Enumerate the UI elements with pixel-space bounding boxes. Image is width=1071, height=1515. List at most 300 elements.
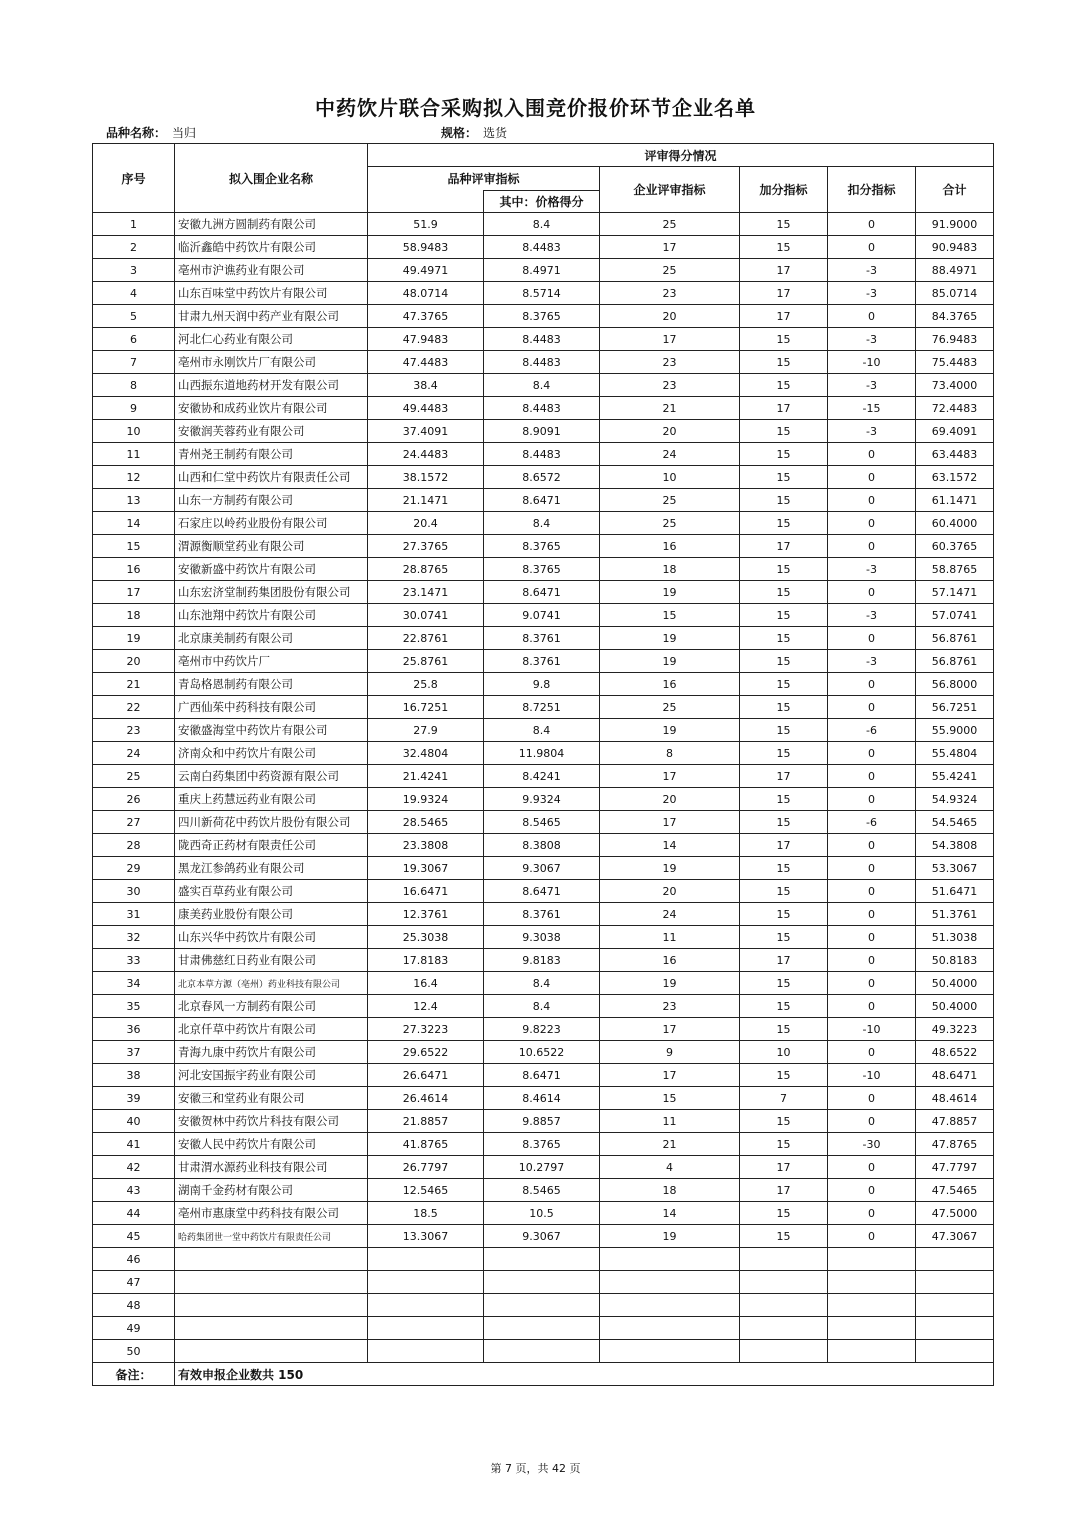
cell-company: 山东百味堂中药饮片有限公司	[175, 282, 368, 305]
cell-price-score: 8.4241	[484, 765, 600, 788]
cell-price-score: 10.5	[484, 1202, 600, 1225]
cell-enterprise-index: 11	[600, 1110, 740, 1133]
cell-deduction: 0	[828, 305, 916, 328]
cell-deduction: 0	[828, 673, 916, 696]
cell-seq: 43	[93, 1179, 175, 1202]
cell-price-score: 8.3765	[484, 1133, 600, 1156]
cell-bonus: 15	[740, 995, 828, 1018]
cell-variety-index: 47.3765	[368, 305, 484, 328]
spec-label: 规格：	[441, 126, 478, 140]
cell-seq: 32	[93, 926, 175, 949]
cell-variety-index: 37.4091	[368, 420, 484, 443]
cell-company: 河北仁心药业有限公司	[175, 328, 368, 351]
cell-total: 49.3223	[916, 1018, 994, 1041]
cell-bonus: 15	[740, 972, 828, 995]
cell-company	[175, 1340, 368, 1363]
cell-total: 47.8765	[916, 1133, 994, 1156]
cell-price-score: 8.5714	[484, 282, 600, 305]
cell-price-score: 8.4483	[484, 328, 600, 351]
cell-variety-index: 16.6471	[368, 880, 484, 903]
cell-enterprise-index: 17	[600, 236, 740, 259]
cell-variety-index: 19.9324	[368, 788, 484, 811]
cell-enterprise-index: 15	[600, 604, 740, 627]
cell-deduction: -3	[828, 650, 916, 673]
cell-variety-index: 48.0714	[368, 282, 484, 305]
cell-price-score	[484, 1294, 600, 1317]
cell-deduction: 0	[828, 834, 916, 857]
cell-bonus: 15	[740, 489, 828, 512]
cell-bonus: 17	[740, 834, 828, 857]
cell-enterprise-index	[600, 1317, 740, 1340]
cell-deduction: 0	[828, 581, 916, 604]
header-price-score: 其中：价格得分	[484, 190, 600, 213]
cell-deduction: 0	[828, 236, 916, 259]
cell-deduction: 0	[828, 1087, 916, 1110]
cell-enterprise-index: 21	[600, 1133, 740, 1156]
table-row	[93, 512, 994, 535]
cell-deduction: 0	[828, 1202, 916, 1225]
cell-company: 安徽三和堂药业有限公司	[175, 1087, 368, 1110]
cell-bonus: 15	[740, 627, 828, 650]
cell-deduction	[828, 1317, 916, 1340]
cell-bonus: 17	[740, 305, 828, 328]
cell-total: 61.1471	[916, 489, 994, 512]
cell-company: 亳州市永刚饮片厂有限公司	[175, 351, 368, 374]
header-seq: 序号	[93, 144, 175, 213]
cell-bonus: 15	[740, 926, 828, 949]
cell-company: 甘肃九州天润中药产业有限公司	[175, 305, 368, 328]
cell-bonus: 17	[740, 535, 828, 558]
cell-price-score: 9.8	[484, 673, 600, 696]
cell-bonus: 15	[740, 788, 828, 811]
cell-enterprise-index: 18	[600, 1179, 740, 1202]
note-label: 备注：	[93, 1363, 175, 1386]
cell-total: 47.3067	[916, 1225, 994, 1248]
table-row	[93, 213, 994, 236]
cell-price-score: 8.4	[484, 374, 600, 397]
cell-seq: 10	[93, 420, 175, 443]
table-row	[93, 1225, 994, 1248]
cell-company: 亳州市惠康堂中药科技有限公司	[175, 1202, 368, 1225]
cell-company: 山东宏济堂制药集团股份有限公司	[175, 581, 368, 604]
cell-bonus: 15	[740, 880, 828, 903]
table-row	[93, 627, 994, 650]
cell-total	[916, 1294, 994, 1317]
cell-enterprise-index: 18	[600, 558, 740, 581]
cell-total: 73.4000	[916, 374, 994, 397]
table-row	[93, 1110, 994, 1133]
cell-seq: 11	[93, 443, 175, 466]
cell-deduction: -3	[828, 259, 916, 282]
cell-enterprise-index: 4	[600, 1156, 740, 1179]
cell-bonus: 15	[740, 1110, 828, 1133]
cell-price-score: 8.3765	[484, 558, 600, 581]
cell-price-score: 8.3761	[484, 903, 600, 926]
cell-company: 临沂鑫皓中药饮片有限公司	[175, 236, 368, 259]
cell-price-score: 9.3067	[484, 857, 600, 880]
cell-enterprise-index: 19	[600, 627, 740, 650]
cell-bonus	[740, 1271, 828, 1294]
cell-seq: 15	[93, 535, 175, 558]
cell-variety-index: 22.8761	[368, 627, 484, 650]
cell-enterprise-index: 20	[600, 880, 740, 903]
cell-seq: 40	[93, 1110, 175, 1133]
cell-company: 北京康美制药有限公司	[175, 627, 368, 650]
cell-company: 青州尧王制药有限公司	[175, 443, 368, 466]
cell-bonus: 15	[740, 742, 828, 765]
cell-total: 84.3765	[916, 305, 994, 328]
cell-total: 50.4000	[916, 995, 994, 1018]
cell-seq: 17	[93, 581, 175, 604]
cell-total: 47.5465	[916, 1179, 994, 1202]
cell-deduction: 0	[828, 1179, 916, 1202]
table-row	[93, 558, 994, 581]
cell-variety-index: 18.5	[368, 1202, 484, 1225]
cell-enterprise-index: 23	[600, 995, 740, 1018]
cell-deduction	[828, 1271, 916, 1294]
cell-enterprise-index: 9	[600, 1041, 740, 1064]
cell-total: 50.4000	[916, 972, 994, 995]
cell-price-score: 9.9324	[484, 788, 600, 811]
cell-seq: 48	[93, 1294, 175, 1317]
cell-seq: 30	[93, 880, 175, 903]
cell-company: 湖南千金药材有限公司	[175, 1179, 368, 1202]
cell-total: 76.9483	[916, 328, 994, 351]
cell-company: 安徽新盛中药饮片有限公司	[175, 558, 368, 581]
cell-bonus: 15	[740, 374, 828, 397]
cell-total: 56.8761	[916, 627, 994, 650]
cell-total: 47.8857	[916, 1110, 994, 1133]
cell-deduction	[828, 1294, 916, 1317]
table-row	[93, 466, 994, 489]
cell-variety-index	[368, 1294, 484, 1317]
header-deduction: 扣分指标	[828, 167, 916, 213]
cell-company: 亳州市沪谯药业有限公司	[175, 259, 368, 282]
cell-bonus: 17	[740, 1179, 828, 1202]
cell-bonus: 17	[740, 765, 828, 788]
cell-seq: 46	[93, 1248, 175, 1271]
cell-bonus: 15	[740, 650, 828, 673]
cell-seq: 3	[93, 259, 175, 282]
cell-price-score: 8.7251	[484, 696, 600, 719]
cell-variety-index: 27.3223	[368, 1018, 484, 1041]
cell-seq: 13	[93, 489, 175, 512]
cell-total: 47.5000	[916, 1202, 994, 1225]
cell-variety-index	[368, 1340, 484, 1363]
cell-deduction: -3	[828, 420, 916, 443]
cell-price-score: 8.4	[484, 995, 600, 1018]
table-row	[93, 834, 994, 857]
cell-total: 56.8000	[916, 673, 994, 696]
cell-seq: 9	[93, 397, 175, 420]
table-row	[93, 1041, 994, 1064]
cell-total: 55.4804	[916, 742, 994, 765]
cell-company: 盛实百草药业有限公司	[175, 880, 368, 903]
cell-enterprise-index: 16	[600, 949, 740, 972]
cell-price-score: 8.4	[484, 719, 600, 742]
cell-variety-index: 19.3067	[368, 857, 484, 880]
cell-bonus: 10	[740, 1041, 828, 1064]
header-score-group: 评审得分情况	[368, 144, 994, 167]
table-row	[93, 305, 994, 328]
table-row	[93, 1317, 994, 1340]
cell-total: 69.4091	[916, 420, 994, 443]
cell-company: 安徽人民中药饮片有限公司	[175, 1133, 368, 1156]
cell-bonus: 15	[740, 236, 828, 259]
page-title: 中药饮片联合采购拟入围竞价报价环节企业名单	[315, 96, 756, 120]
cell-enterprise-index: 17	[600, 1018, 740, 1041]
cell-seq: 20	[93, 650, 175, 673]
cell-bonus: 15	[740, 696, 828, 719]
cell-company: 山东兴华中药饮片有限公司	[175, 926, 368, 949]
table-row	[93, 1294, 994, 1317]
cell-price-score: 8.6471	[484, 581, 600, 604]
cell-enterprise-index: 25	[600, 696, 740, 719]
cell-company	[175, 1248, 368, 1271]
cell-seq: 45	[93, 1225, 175, 1248]
cell-variety-index	[368, 1271, 484, 1294]
cell-company: 青海九康中药饮片有限公司	[175, 1041, 368, 1064]
cell-total: 63.4483	[916, 443, 994, 466]
cell-company: 四川新荷花中药饮片股份有限公司	[175, 811, 368, 834]
cell-enterprise-index: 19	[600, 857, 740, 880]
cell-total: 51.3038	[916, 926, 994, 949]
page-footer: 第 7 页，共 42 页	[490, 1462, 581, 1475]
cell-bonus: 15	[740, 1064, 828, 1087]
cell-bonus: 17	[740, 259, 828, 282]
cell-total: 48.6522	[916, 1041, 994, 1064]
table-row	[93, 696, 994, 719]
cell-deduction: -3	[828, 282, 916, 305]
table-row	[93, 719, 994, 742]
cell-total	[916, 1271, 994, 1294]
cell-bonus: 15	[740, 1133, 828, 1156]
cell-enterprise-index	[600, 1294, 740, 1317]
cell-price-score: 9.0741	[484, 604, 600, 627]
table-row	[93, 1156, 994, 1179]
cell-enterprise-index: 24	[600, 903, 740, 926]
cell-price-score: 8.4	[484, 512, 600, 535]
cell-seq: 35	[93, 995, 175, 1018]
cell-bonus: 15	[740, 1225, 828, 1248]
cell-bonus: 15	[740, 1018, 828, 1041]
cell-variety-index: 21.1471	[368, 489, 484, 512]
cell-bonus: 15	[740, 420, 828, 443]
cell-enterprise-index: 20	[600, 788, 740, 811]
cell-seq: 28	[93, 834, 175, 857]
cell-company	[175, 1271, 368, 1294]
cell-seq: 50	[93, 1340, 175, 1363]
cell-bonus: 15	[740, 443, 828, 466]
cell-variety-index: 25.8761	[368, 650, 484, 673]
cell-total: 57.0741	[916, 604, 994, 627]
cell-enterprise-index: 14	[600, 834, 740, 857]
cell-deduction: 0	[828, 1110, 916, 1133]
cell-variety-index: 13.3067	[368, 1225, 484, 1248]
cell-total: 54.5465	[916, 811, 994, 834]
cell-company: 北京仟草中药饮片有限公司	[175, 1018, 368, 1041]
table-row	[93, 1202, 994, 1225]
table-row	[93, 397, 994, 420]
cell-price-score: 9.8223	[484, 1018, 600, 1041]
table-row	[93, 351, 994, 374]
cell-total: 48.4614	[916, 1087, 994, 1110]
cell-total: 51.3761	[916, 903, 994, 926]
cell-price-score: 8.3765	[484, 535, 600, 558]
cell-total: 54.9324	[916, 788, 994, 811]
cell-total: 57.1471	[916, 581, 994, 604]
table-row	[93, 811, 994, 834]
cell-variety-index: 47.4483	[368, 351, 484, 374]
cell-total: 91.9000	[916, 213, 994, 236]
cell-enterprise-index: 14	[600, 1202, 740, 1225]
cell-deduction: -10	[828, 1018, 916, 1041]
cell-bonus: 17	[740, 397, 828, 420]
cell-seq: 39	[93, 1087, 175, 1110]
cell-variety-index: 58.9483	[368, 236, 484, 259]
cell-price-score: 8.4483	[484, 236, 600, 259]
table-row	[93, 282, 994, 305]
header-blank	[368, 190, 484, 213]
cell-variety-index: 12.3761	[368, 903, 484, 926]
cell-bonus: 15	[740, 351, 828, 374]
table-row	[93, 1133, 994, 1156]
cell-price-score: 8.5465	[484, 811, 600, 834]
cell-deduction: 0	[828, 627, 916, 650]
cell-price-score: 8.4614	[484, 1087, 600, 1110]
cell-seq: 26	[93, 788, 175, 811]
variety-meta	[106, 124, 196, 141]
cell-deduction: -3	[828, 558, 916, 581]
cell-deduction: 0	[828, 1156, 916, 1179]
cell-variety-index: 38.1572	[368, 466, 484, 489]
table-row	[93, 788, 994, 811]
cell-price-score: 9.8183	[484, 949, 600, 972]
cell-total: 56.8761	[916, 650, 994, 673]
cell-price-score: 8.9091	[484, 420, 600, 443]
cell-price-score: 8.3765	[484, 305, 600, 328]
cell-variety-index: 49.4483	[368, 397, 484, 420]
table-row	[93, 742, 994, 765]
table-row	[93, 1087, 994, 1110]
cell-deduction: 0	[828, 949, 916, 972]
cell-total	[916, 1340, 994, 1363]
cell-seq: 47	[93, 1271, 175, 1294]
cell-price-score: 8.6572	[484, 466, 600, 489]
cell-enterprise-index: 8	[600, 742, 740, 765]
cell-deduction: -10	[828, 351, 916, 374]
cell-price-score: 8.4483	[484, 351, 600, 374]
cell-price-score: 10.6522	[484, 1041, 600, 1064]
cell-variety-index: 26.6471	[368, 1064, 484, 1087]
cell-seq: 29	[93, 857, 175, 880]
cell-seq: 38	[93, 1064, 175, 1087]
cell-seq: 44	[93, 1202, 175, 1225]
table-row	[93, 995, 994, 1018]
cell-seq: 27	[93, 811, 175, 834]
cell-bonus: 15	[740, 213, 828, 236]
cell-total: 58.8765	[916, 558, 994, 581]
table-row	[93, 1271, 994, 1294]
cell-deduction: -3	[828, 604, 916, 627]
cell-bonus: 17	[740, 949, 828, 972]
table-row	[93, 880, 994, 903]
cell-deduction: -15	[828, 397, 916, 420]
cell-company: 山东一方制药有限公司	[175, 489, 368, 512]
cell-company: 安徽九洲方圆制药有限公司	[175, 213, 368, 236]
cell-variety-index: 29.6522	[368, 1041, 484, 1064]
table-row	[93, 489, 994, 512]
cell-enterprise-index: 15	[600, 1087, 740, 1110]
cell-price-score: 8.4483	[484, 443, 600, 466]
cell-price-score: 9.8857	[484, 1110, 600, 1133]
cell-variety-index: 51.9	[368, 213, 484, 236]
cell-seq: 1	[93, 213, 175, 236]
cell-company: 石家庄以岭药业股份有限公司	[175, 512, 368, 535]
cell-total: 56.7251	[916, 696, 994, 719]
table-row	[93, 374, 994, 397]
cell-variety-index: 20.4	[368, 512, 484, 535]
cell-deduction	[828, 1248, 916, 1271]
header-variety-index: 品种评审指标	[368, 167, 600, 191]
table-row	[93, 765, 994, 788]
cell-company: 山西和仁堂中药饮片有限责任公司	[175, 466, 368, 489]
cell-seq: 31	[93, 903, 175, 926]
cell-deduction: 0	[828, 1225, 916, 1248]
cell-enterprise-index: 24	[600, 443, 740, 466]
cell-bonus: 17	[740, 282, 828, 305]
cell-variety-index: 12.5465	[368, 1179, 484, 1202]
cell-company: 北京春风一方制药有限公司	[175, 995, 368, 1018]
table-row	[93, 673, 994, 696]
cell-enterprise-index: 21	[600, 397, 740, 420]
cell-deduction: 0	[828, 466, 916, 489]
cell-enterprise-index: 19	[600, 581, 740, 604]
cell-seq: 49	[93, 1317, 175, 1340]
cell-total: 48.6471	[916, 1064, 994, 1087]
cell-price-score: 8.6471	[484, 1064, 600, 1087]
table-row	[93, 903, 994, 926]
cell-variety-index: 21.8857	[368, 1110, 484, 1133]
cell-total: 55.9000	[916, 719, 994, 742]
table-row	[93, 443, 994, 466]
cell-price-score	[484, 1271, 600, 1294]
cell-company: 黑龙江参鸽药业有限公司	[175, 857, 368, 880]
cell-price-score: 8.3761	[484, 627, 600, 650]
cell-deduction: -30	[828, 1133, 916, 1156]
cell-company: 安徽盛海堂中药饮片有限公司	[175, 719, 368, 742]
cell-bonus: 15	[740, 811, 828, 834]
cell-company: 亳州市中药饮片厂	[175, 650, 368, 673]
cell-company: 陇西奇正药材有限责任公司	[175, 834, 368, 857]
cell-seq: 33	[93, 949, 175, 972]
cell-deduction: -6	[828, 811, 916, 834]
cell-total: 88.4971	[916, 259, 994, 282]
cell-company: 甘肃佛慈红日药业有限公司	[175, 949, 368, 972]
cell-seq: 4	[93, 282, 175, 305]
cell-seq: 41	[93, 1133, 175, 1156]
cell-variety-index: 16.4	[368, 972, 484, 995]
cell-variety-index: 30.0741	[368, 604, 484, 627]
cell-price-score: 8.6471	[484, 489, 600, 512]
cell-variety-index: 23.1471	[368, 581, 484, 604]
cell-bonus: 15	[740, 558, 828, 581]
cell-enterprise-index: 19	[600, 650, 740, 673]
spec-value: 选货	[483, 126, 508, 140]
cell-company: 重庆上药慧远药业有限公司	[175, 788, 368, 811]
header-total: 合计	[916, 167, 994, 213]
cell-seq: 12	[93, 466, 175, 489]
